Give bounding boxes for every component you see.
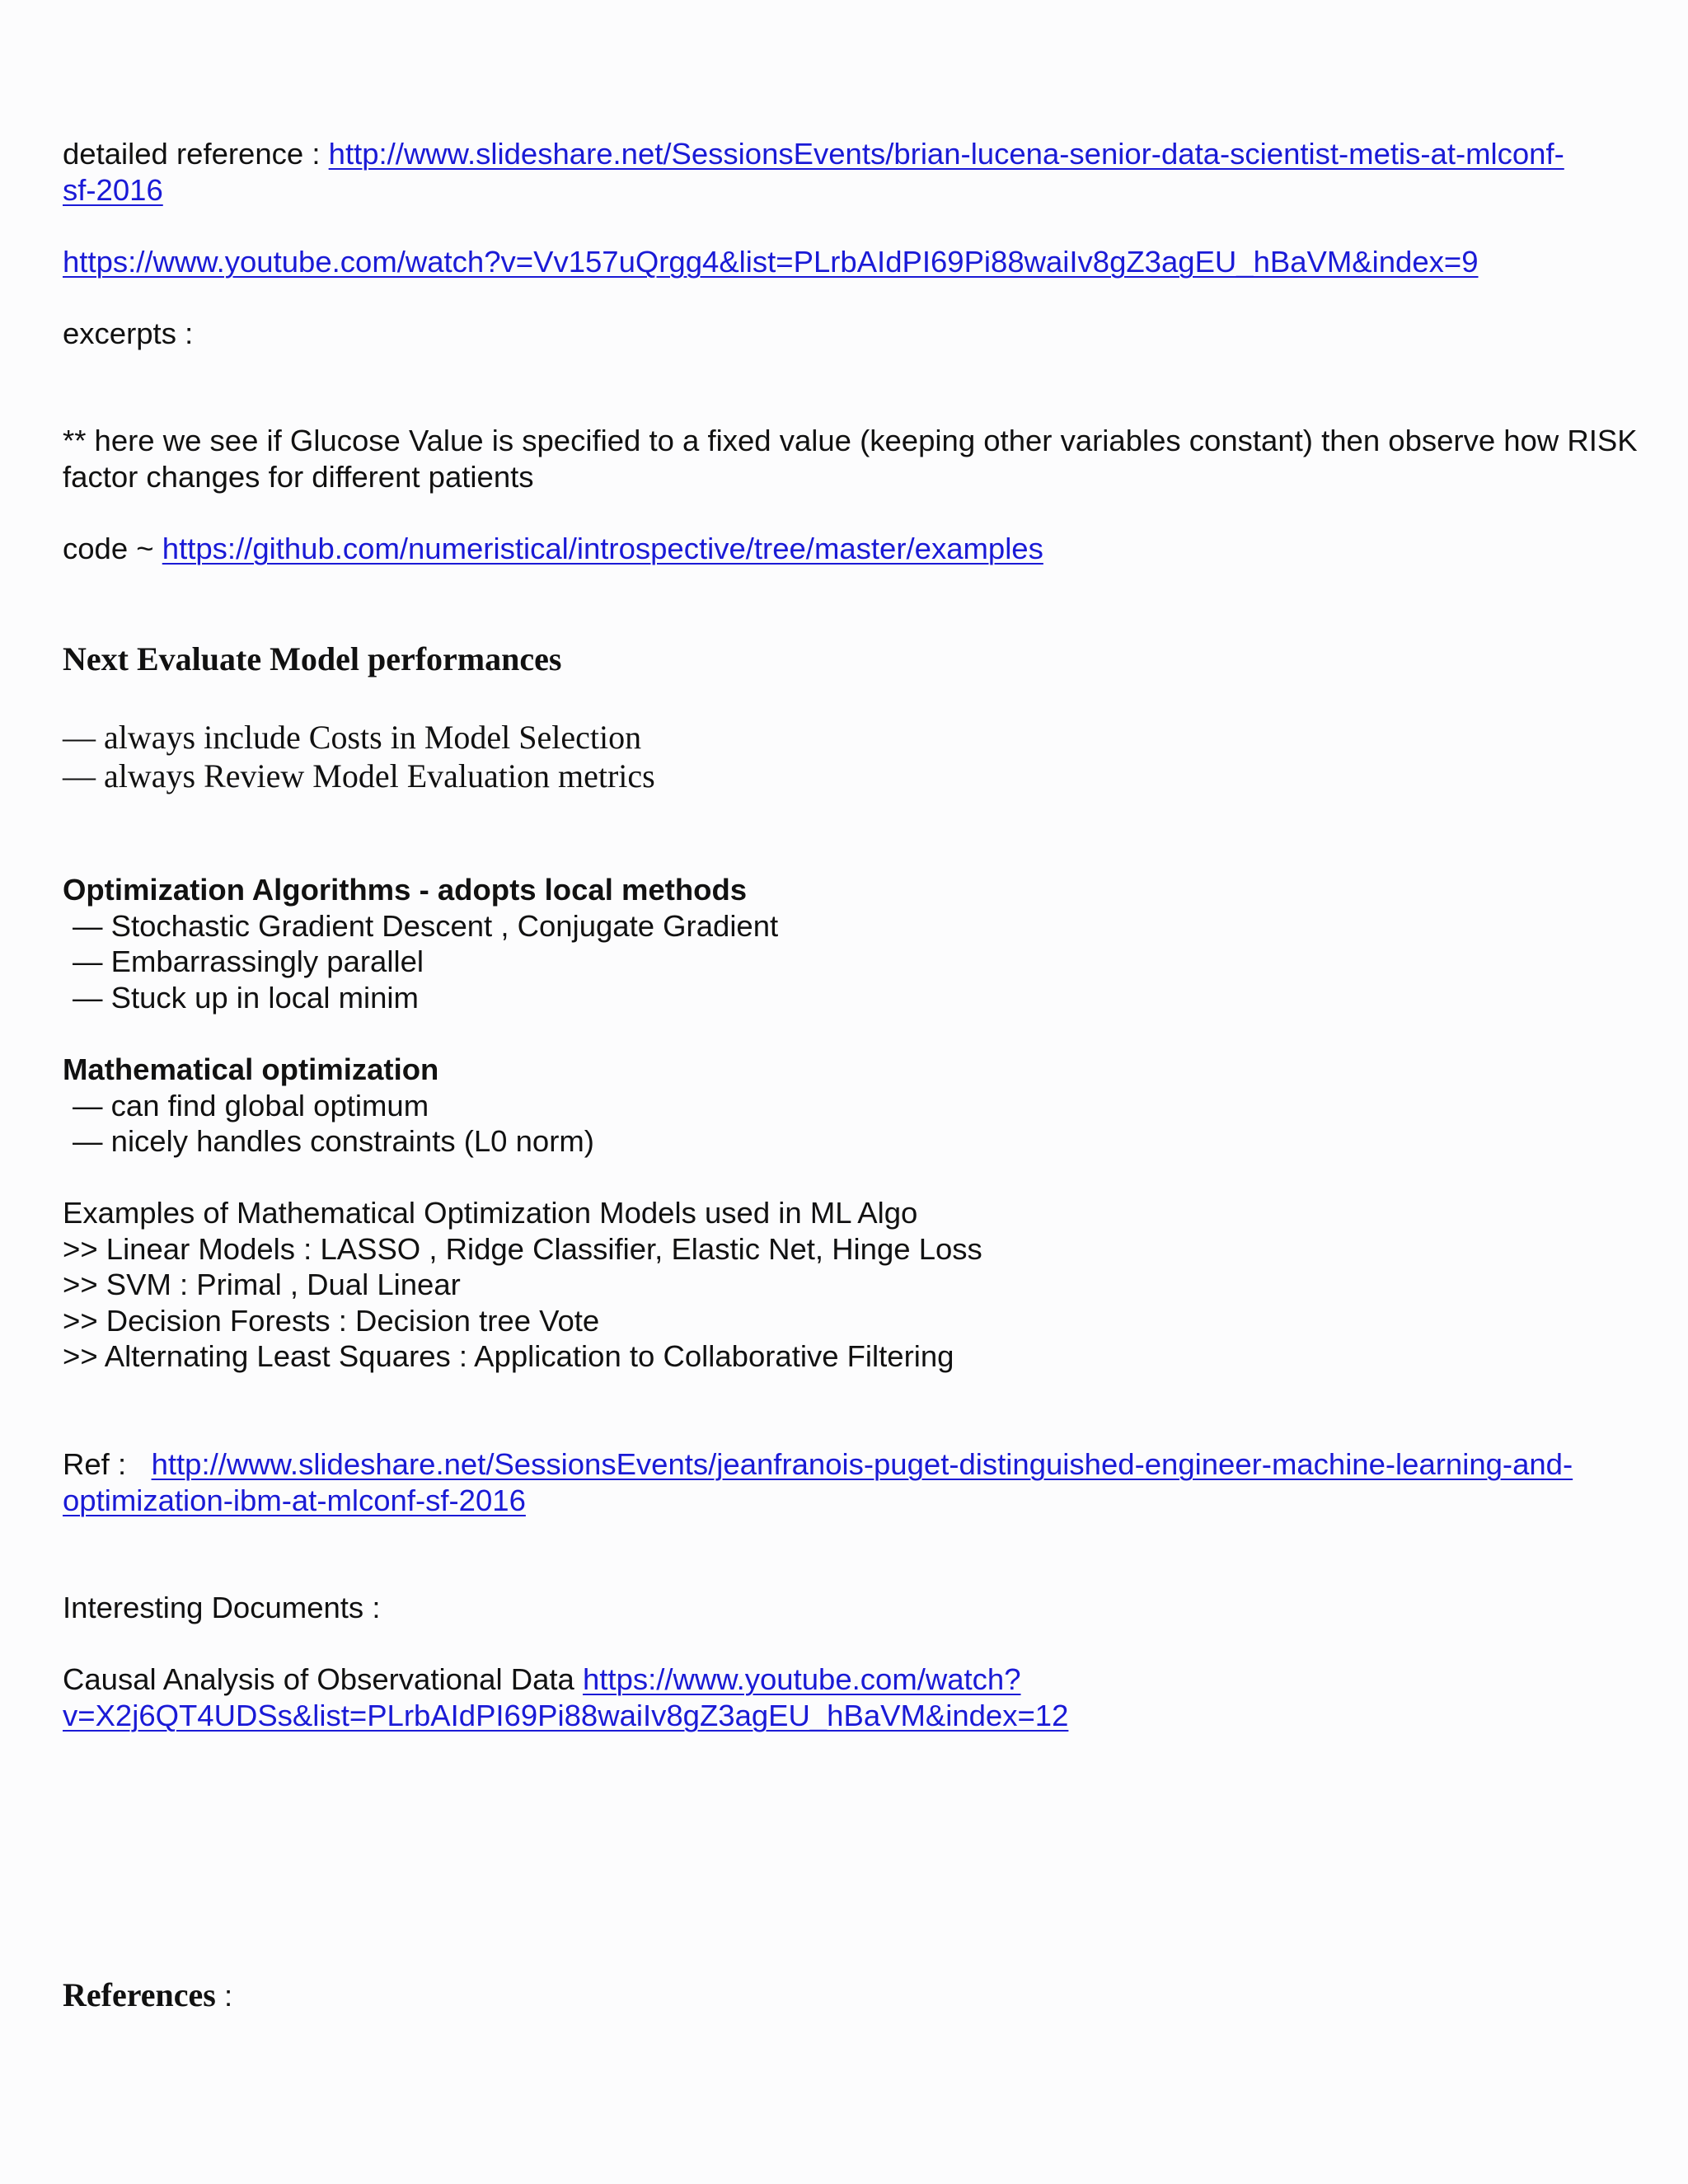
detailed-reference-line-2	[63, 173, 163, 208]
references-suffix: :	[215, 1979, 233, 2013]
evaluate-item-1: — always include Costs in Model Selection	[63, 719, 642, 756]
interesting-documents-label: Interesting Documents :	[63, 1591, 381, 1624]
causal-analysis-label: Causal Analysis of Observational Data	[63, 1662, 574, 1696]
optimization-item-2: — Embarrassingly parallel	[73, 944, 424, 978]
code-line	[63, 532, 1043, 566]
glucose-note-line-2: factor changes for different patients	[63, 460, 534, 494]
youtube-link-line	[63, 245, 1479, 279]
evaluate-heading: Next Evaluate Model performances	[63, 640, 562, 677]
examples-item-1: >> Linear Models : LASSO , Ridge Classifier, Elastic Net, Hinge Loss	[63, 1232, 982, 1266]
optimization-item-1: — Stochastic Gradient Descent , Conjugate Gradient	[73, 909, 779, 943]
ref-label: Ref :	[63, 1447, 127, 1481]
references-heading: References	[63, 1976, 216, 2013]
ref-line	[63, 1447, 1573, 1482]
excerpts-label: excerpts :	[63, 316, 194, 350]
examples-item-2: >> SVM : Primal , Dual Linear	[63, 1268, 461, 1301]
causal-youtube-link[interactable]: https://www.youtube.com/watch?	[582, 1662, 1021, 1696]
detailed-reference-line	[63, 137, 1564, 171]
slideshare-puget-link[interactable]: http://www.slideshare.net/SessionsEvents/jeanfranois-puget-distinguished-engineer-machine-learning-and-	[151, 1447, 1573, 1481]
youtube-video-link[interactable]: https://www.youtube.com/watch?v=Vv157uQrgg4&list=PLrbAIdPI69Pi88waiIv8gZ3agEU_hBaVM&index=9	[63, 245, 1479, 279]
examples-intro: Examples of Mathematical Optimization Models used in ML Algo	[63, 1196, 918, 1230]
evaluate-item-2: — always Review Model Evaluation metrics	[63, 757, 655, 794]
slideshare-lucena-link-continued[interactable]: sf-2016	[63, 173, 163, 207]
ref-line-2	[63, 1483, 526, 1518]
causal-analysis-line	[63, 1662, 1021, 1697]
detailed-reference-label: detailed reference :	[63, 137, 321, 171]
code-label: code ~	[63, 532, 154, 565]
causal-analysis-line-2	[63, 1699, 1068, 1733]
math-heading: Mathematical optimization	[63, 1052, 439, 1086]
slideshare-puget-link-continued[interactable]: optimization-ibm-at-mlconf-sf-2016	[63, 1483, 526, 1517]
examples-item-4: >> Alternating Least Squares : Application to Collaborative Filtering	[63, 1339, 954, 1373]
optimization-heading: Optimization Algorithms - adopts local methods	[63, 873, 748, 907]
glucose-note-line-1: ** here we see if Glucose Value is specified to a fixed value (keeping other variables constant) then observe how RISK	[63, 424, 1638, 457]
math-item-2: — nicely handles constraints (L0 norm)	[73, 1124, 594, 1158]
references-heading-line	[63, 1975, 232, 2014]
github-examples-link[interactable]: https://github.com/numeristical/introspective/tree/master/examples	[162, 532, 1043, 565]
examples-item-3: >> Decision Forests : Decision tree Vote	[63, 1304, 600, 1338]
slideshare-lucena-link[interactable]: http://www.slideshare.net/SessionsEvents/brian-lucena-senior-data-scientist-metis-at-mlconf-	[328, 137, 1564, 171]
causal-youtube-link-continued[interactable]: v=X2j6QT4UDSs&list=PLrbAIdPI69Pi88waiIv8gZ3agEU_hBaVM&index=12	[63, 1699, 1069, 1732]
math-item-1: — can find global optimum	[73, 1089, 429, 1122]
optimization-item-3: — Stuck up in local minim	[73, 981, 419, 1015]
